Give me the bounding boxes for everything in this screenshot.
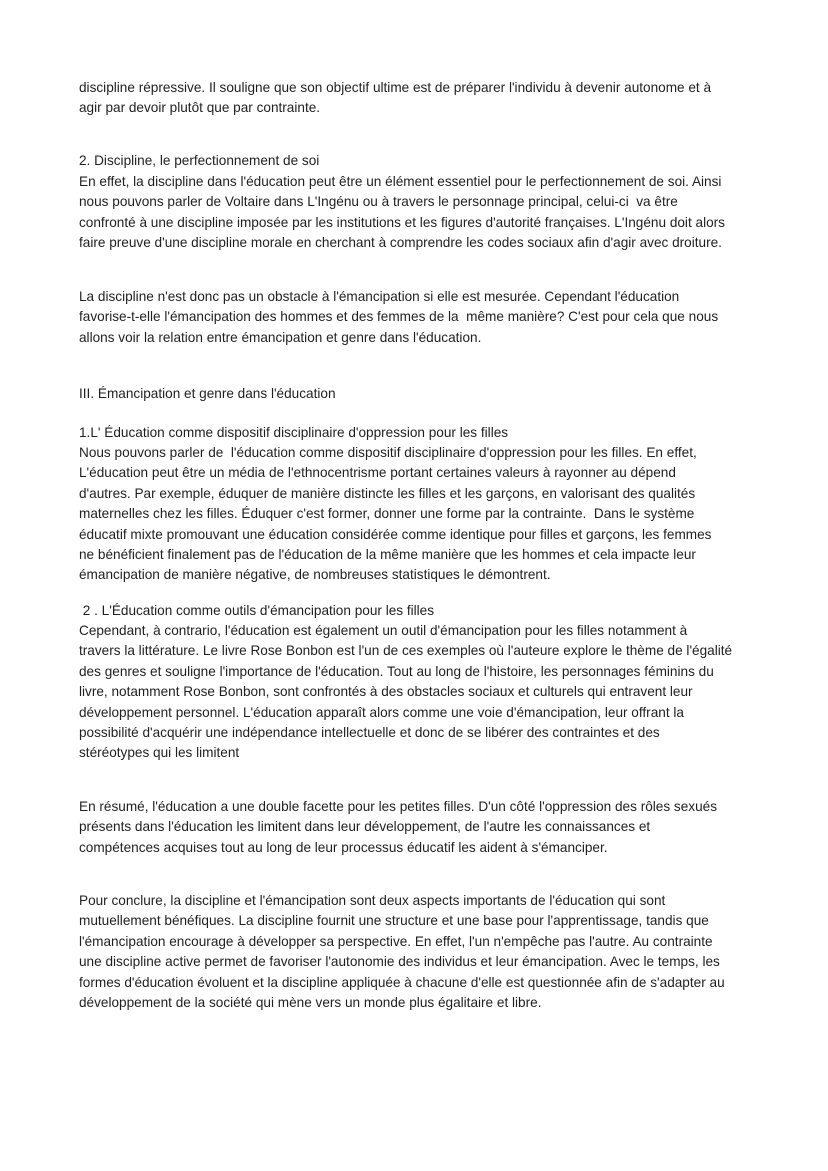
text-line: faire preuve d'une discipline morale en cherchant à comprendre les codes sociaux afin d'agir avec droiture.	[79, 235, 722, 251]
text-line: présents dans l'éducation les limitent dans leur développement, de l'autre les connaissances et	[79, 819, 651, 835]
intro-paragraph	[79, 78, 759, 119]
text-line: compétences acquises tout au long de leur processus éducatif les aident à s'émanciper.	[79, 839, 608, 855]
text-line: allons voir la relation entre émancipation et genre dans l'éducation.	[79, 329, 482, 345]
text-line: nous pouvons parler de Voltaire dans L'Ingénu ou à travers le personnage principal, celui-ci va être	[79, 194, 678, 210]
section-3-1-heading: 1.L' Éducation comme dispositif disciplinaire d'oppression pour les filles	[79, 425, 509, 440]
text-line: l'émancipation encourage à développer sa perspective. En effet, l'un n'empêche pas l'autre. Au contrainte	[79, 933, 713, 949]
text-line: confronté à une discipline imposée par les institutions et les figures d'autorité françaises. L'Ingénu doit alors	[79, 214, 725, 230]
part-3-heading: III. Émancipation et genre dans l'éducation	[79, 386, 336, 401]
text-line: mutuellement bénéfiques. La discipline fournit une structure et une base pour l'apprentissage, tandis que	[79, 913, 709, 929]
text-line: éducatif mixte promouvant une éducation considérée comme identique pour filles et garçons, les femmes	[79, 526, 712, 542]
text-line: Pour conclure, la discipline et l'émancipation sont deux aspects importants de l'éducation qui sont	[79, 893, 666, 908]
text-line: travers la littérature. Le livre Rose Bonbon est l'un de ces exemples où l'auteure explore le thème de l'égalité	[79, 643, 733, 659]
text-line: des genres et souligne l'importance de l'éducation. Tout au long de l'histoire, les personnages féminins du	[79, 663, 714, 679]
text-line: émancipation de manière négative, de nombreuses statistiques le démontrent.	[79, 567, 551, 583]
text-line: L'éducation peut être un média de l'ethnocentrisme portant certaines valeurs à rayonner au dépend	[79, 465, 676, 481]
text-line: développement de la société qui mène vers un monde plus égalitaire et libre.	[79, 995, 542, 1011]
section-2-heading: 2. Discipline, le perfectionnement de soi	[79, 153, 320, 168]
text-line: livre, notamment Rose Bonbon, sont confrontés à des obstacles sociaux et culturels qui entravent leur	[79, 684, 693, 700]
text-line: formes d'éducation évoluent et la discipline appliquée à chacune d'elle est questionnée afin de s'adapter au	[79, 974, 725, 990]
section-3-2-heading: 2 . L'Éducation comme outils d'émancipation pour les filles	[79, 603, 435, 618]
text-line: stéréotypes qui les limitent	[79, 745, 240, 761]
text-line: Nous pouvons parler de l'éducation comme dispositif disciplinaire d'oppression pour les filles. En effet,	[79, 445, 697, 460]
text-line: une discipline active permet de favoriser l'autonomie des individus et leur émancipation. Avec le temps, les	[79, 954, 720, 970]
text-line: discipline répressive. Il souligne que son objectif ultime est de préparer l'individu à devenir autonome et à	[79, 80, 712, 95]
section-3-2-paragraph	[79, 621, 759, 764]
section-2-paragraph	[79, 172, 759, 254]
text-line: favorise-t-elle l'émancipation des hommes et des femmes de la même manière? C'est pour cela que nous	[79, 309, 719, 325]
text-line: La discipline n'est donc pas un obstacle à l'émancipation si elle est mesurée. Cependant l'éducation	[79, 289, 680, 304]
text-line: d'autres. Par exemple, éduquer de manière distincte les filles et les garçons, en valorisant des qualités	[79, 485, 696, 501]
text-line: possibilité d'acquérir une indépendance intellectuelle et donc de se libérer des contraintes et des	[79, 725, 660, 741]
section-3-1-paragraph	[79, 443, 759, 586]
transition-paragraph	[79, 287, 759, 348]
text-line: Cependant, à contrario, l'éducation est également un outil d'émancipation pour les filles notamment à	[79, 623, 688, 638]
text-line: agir par devoir plutôt que par contrainte.	[79, 100, 321, 116]
text-line: développement personnel. L'éducation apparaît alors comme une voie d'émancipation, leur offrant la	[79, 704, 684, 720]
text-line: En effet, la discipline dans l'éducation peut être un élément essentiel pour le perfectionnement de soi. Ainsi	[79, 174, 722, 189]
conclusion-paragraph	[79, 891, 759, 1013]
summary-paragraph	[79, 797, 759, 858]
text-line: maternelles chez les filles. Éduquer c'est former, donner une forme par la contrainte. Dans le système	[79, 506, 695, 522]
text-line: En résumé, l'éducation a une double facette pour les petites filles. D'un côté l'oppression des rôles sexués	[79, 799, 718, 814]
text-line: ne bénéficient finalement pas de l'éducation de la même manière que les hommes et cela impacte leur	[79, 547, 696, 563]
